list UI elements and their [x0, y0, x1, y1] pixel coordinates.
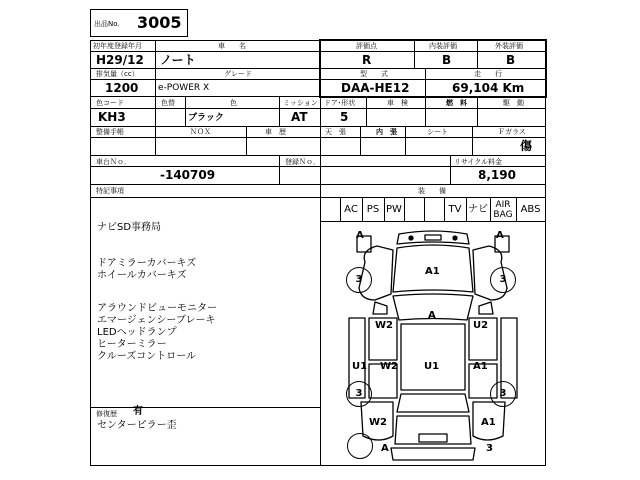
color-code-value: KH3: [98, 110, 126, 124]
note-line: ヒーターミラー: [97, 339, 167, 350]
exterior-header: 外装評価: [495, 42, 523, 50]
note-line: クルーズコントロール: [97, 351, 196, 362]
damage-mark: W2: [375, 320, 393, 331]
damage-mark: W2: [369, 417, 387, 428]
grade-header: グレード: [224, 70, 252, 78]
damage-mark: 3: [346, 381, 372, 407]
year-header: 初年度登録年月: [93, 42, 142, 50]
exterior-value: B: [506, 53, 516, 67]
damage-mark: A1: [425, 266, 440, 277]
damage-mark: A: [428, 310, 436, 321]
equipment-tv: TV: [448, 204, 462, 215]
grade-value: e-POWER X: [158, 83, 210, 93]
lot-number-label: 出品No．: [94, 20, 125, 28]
year-value: H29/12: [96, 53, 144, 67]
damage-mark: A: [356, 230, 364, 241]
car-name-header: 車 名: [218, 42, 246, 50]
damage-mark: U1: [424, 361, 440, 372]
chassis-header: 車台Ｎｏ．: [96, 158, 131, 166]
damage-mark: A1: [481, 417, 496, 428]
doors-value: 5: [340, 110, 349, 124]
note-line: エマージェンシーブレーキ: [97, 315, 216, 326]
interior-header: 内装評価: [429, 42, 457, 50]
equipment-pw: PW: [386, 204, 402, 215]
interior-upholstery-header: 内 張: [376, 128, 397, 136]
damage-mark: U1: [352, 361, 368, 372]
front-glass-value: 傷: [520, 139, 533, 153]
damage-mark: 3: [490, 381, 516, 407]
notes-header: 特記事項: [96, 187, 124, 195]
interior-value: B: [442, 53, 452, 67]
transmission-header: ミッション: [283, 99, 318, 107]
damage-mark: 3: [486, 443, 493, 454]
seat-header: シート: [427, 128, 448, 136]
doors-header: ドア･形状: [324, 99, 356, 107]
spare-tire-icon: [347, 433, 373, 459]
exterior-upholstery-header: 天 張: [325, 128, 346, 136]
car-diagram: [321, 222, 545, 465]
equipment-blank-1: [404, 199, 424, 221]
lot-number-box: [90, 9, 188, 37]
recycle-fee-header: リサイクル料金: [454, 158, 503, 166]
color-header: 色: [230, 99, 237, 107]
damage-mark: 3: [346, 267, 372, 293]
equipment-ac: AC: [344, 204, 358, 215]
damage-mark: 3: [490, 267, 516, 293]
inspection-header: 車 検: [387, 99, 408, 107]
damage-mark: A: [381, 443, 389, 454]
maintenance-header: 整備手帳: [96, 128, 124, 136]
transmission-value: AT: [291, 110, 308, 124]
color-code-header: 色コード: [96, 99, 124, 107]
registration-header: 登録Ｎｏ．: [285, 158, 320, 166]
fuel-header: 燃 料: [446, 99, 467, 107]
equipment-blank-2: [424, 199, 444, 221]
front-glass-header: Ｆガラス: [498, 128, 526, 136]
note-line: ドアミラーカバーキズ: [97, 258, 197, 269]
lot-number-value: 3005: [137, 13, 182, 32]
damage-mark: U2: [473, 320, 489, 331]
recycle-fee-value: 8,190: [478, 168, 516, 182]
equipment-airbag: AIR BAG: [493, 200, 513, 220]
displacement-value: 1200: [105, 81, 139, 95]
damage-mark: A: [496, 230, 504, 241]
repair-value: 有: [133, 406, 143, 417]
history-header: 車 歴: [265, 128, 286, 136]
note-line: LEDヘッドランプ: [97, 327, 177, 338]
repair-label: 修復歴: [96, 410, 117, 418]
damage-mark: A1: [473, 361, 488, 372]
mileage-value: 69,104 Km: [452, 81, 525, 95]
drive-header: 駆 動: [503, 99, 524, 107]
nox-header: ＮＯＸ: [190, 128, 211, 136]
car-name-value: ノート: [160, 53, 196, 67]
repair-detail: センターピラー歪: [97, 420, 177, 431]
chassis-value: -140709: [160, 168, 216, 182]
damage-mark: W2: [380, 361, 398, 372]
score-value: R: [362, 53, 372, 67]
mileage-header: 走 行: [474, 70, 502, 78]
equipment-header: 装 備: [418, 187, 446, 195]
equipment-navi: ナビ: [468, 204, 488, 215]
note-line: ナビSD事務局: [97, 222, 162, 233]
note-line: アラウンドビューモニター: [97, 303, 217, 314]
model-header: 型 式: [360, 70, 388, 78]
model-value: DAA-HE12: [341, 81, 410, 95]
color-value: ブラック: [188, 113, 224, 123]
note-line: ホイールカバーキズ: [97, 270, 187, 281]
color-swap-header: 色替: [161, 99, 175, 107]
score-header: 評価点: [356, 42, 377, 50]
equipment-abs: ABS: [520, 204, 541, 215]
equipment-ps: PS: [366, 204, 380, 215]
displacement-header: 排気量（cc）: [96, 70, 139, 78]
